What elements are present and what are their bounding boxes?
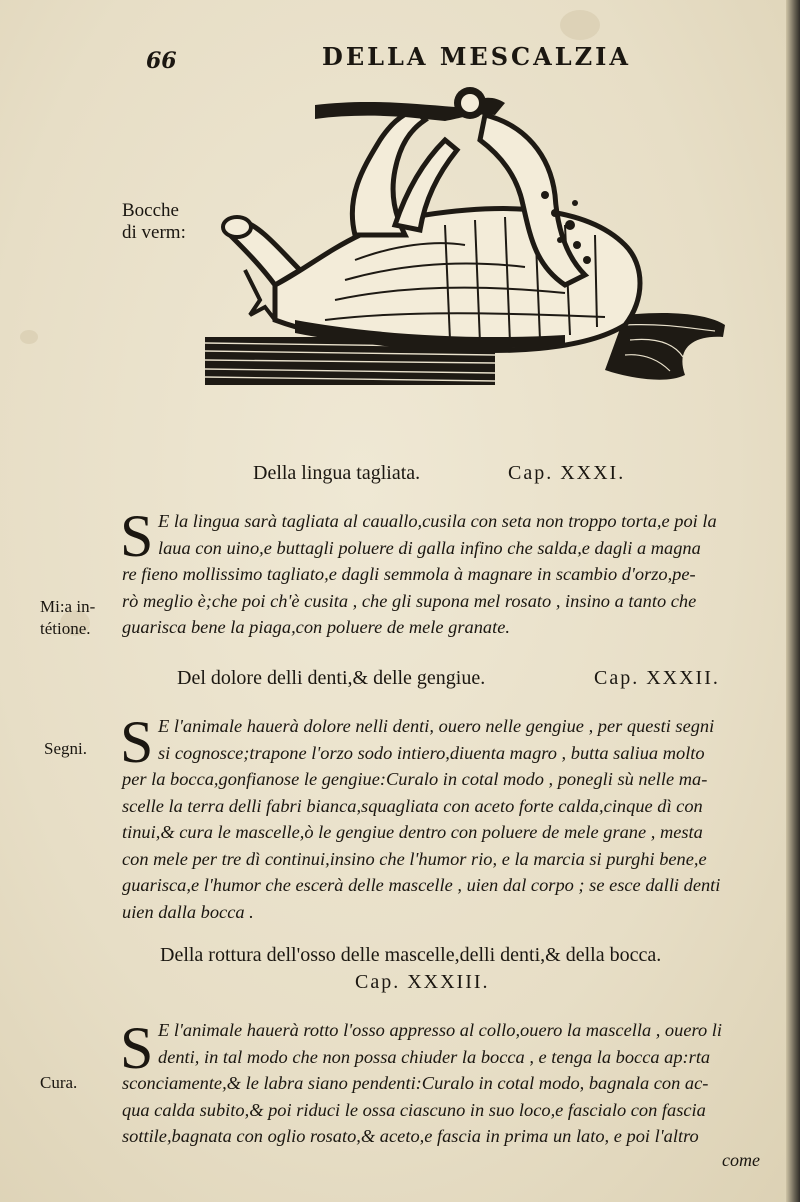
- text-line: E la lingua sarà tagliata al cauallo,cusila con seta non troppo torta,e poi la: [158, 511, 717, 531]
- running-title: DELLA MESCALZIA: [322, 42, 631, 71]
- chapter-body: [120, 709, 794, 925]
- text-line: si cognosce;trapone l'orzo sodo intiero,diuenta magro , butta saliua molto: [158, 742, 705, 763]
- margin-note: [40, 1072, 77, 1094]
- illustration-margin-caption: [122, 200, 186, 244]
- chapter-title: Della lingua tagliata.: [253, 462, 421, 484]
- text-line: uien dalla bocca .: [122, 901, 254, 922]
- text-line: denti, in tal modo che non possa chiuder la bocca , e tenga la bocca ap:rta: [158, 1046, 711, 1067]
- chapter-number: Cap. XXXI.: [508, 462, 626, 484]
- text-line: scelle la terra delli fabri bianca,squagliata con aceto forte calda,cinque dì con: [122, 795, 703, 816]
- caption-line: Bocche: [122, 200, 179, 221]
- caption-line: di verm:: [122, 222, 186, 243]
- text-line: sconciamente,& le labra siano pendenti:Curalo in cotal modo, bagnala con ac-: [122, 1073, 709, 1093]
- text-line: E l'animale hauerà dolore nelli denti, ouero nelle gengiue , per questi segni: [158, 716, 715, 736]
- margin-note: [44, 738, 87, 760]
- text-line: guarisca bene la piaga,con poluere de mele granate.: [122, 617, 510, 637]
- foxing-stain: [560, 10, 600, 40]
- text-line: qua calda subito,& poi riduci le ossa ciascuno in suo loco,e fascialo con fascia: [122, 1099, 706, 1120]
- text-line: rò meglio è;che poi ch'è cusita , che gli supona mel rosato , insino a tanto che: [122, 590, 697, 611]
- page-number: 66: [146, 48, 177, 74]
- margin-note-line: tétione.: [40, 619, 91, 638]
- chapter-title: Del dolore delli denti,& delle gengiue.: [177, 667, 486, 689]
- margin-note-line: Segni.: [44, 739, 87, 758]
- drop-cap: S: [120, 1015, 154, 1081]
- chapter-number: Cap. XXXII.: [594, 667, 720, 689]
- text-line: per la bocca,gonfianose le gengiue:Curalo in cotal modo , ponegli sù nelle ma-: [122, 769, 708, 789]
- drop-cap: S: [120, 709, 154, 775]
- margin-note-line: Mi:a in-: [40, 597, 96, 616]
- page-header: [0, 40, 800, 80]
- foxing-stain: [20, 330, 38, 344]
- chapter-body: [122, 1017, 794, 1150]
- chapter-body: [120, 503, 794, 641]
- margin-note: [40, 596, 95, 640]
- chapter-number: Cap. XXXIII.: [355, 971, 490, 993]
- drop-cap: S: [120, 503, 154, 569]
- horse-woodcut-illustration: [205, 85, 730, 400]
- text-line: laua con uino,e buttagli poluere di galla infino che salda,e dagli a magna: [158, 537, 701, 558]
- text-line: tinui,& cura le mascelle,ò le gengiue dentro con poluere de mele grane , mesta: [122, 822, 703, 842]
- margin-note-line: Cura.: [40, 1073, 78, 1092]
- text-line: E l'animale hauerà rotto l'osso appresso al collo,ouero la mascella , ouero li: [158, 1020, 722, 1040]
- text-line: guarisca,e l'humor che escerà delle mascelle , uien dal corpo ; se esce dalli denti: [122, 875, 721, 895]
- chapter-title: Della rottura dell'osso delle mascelle,delli denti,& della bocca.: [160, 944, 662, 966]
- catchword: come: [722, 1150, 760, 1170]
- text-line: con mele per tre dì continui,insino che l'humor rio, e la marcia si purghi bene,e: [122, 848, 707, 869]
- text-line: re fieno mollissimo tagliato,e dagli semmola à magnare in scambio d'orzo,pe-: [122, 564, 696, 584]
- text-line: sottile,bagnata con oglio rosato,& aceto,e fascia in prima un lato, e poi l'altro: [122, 1126, 699, 1146]
